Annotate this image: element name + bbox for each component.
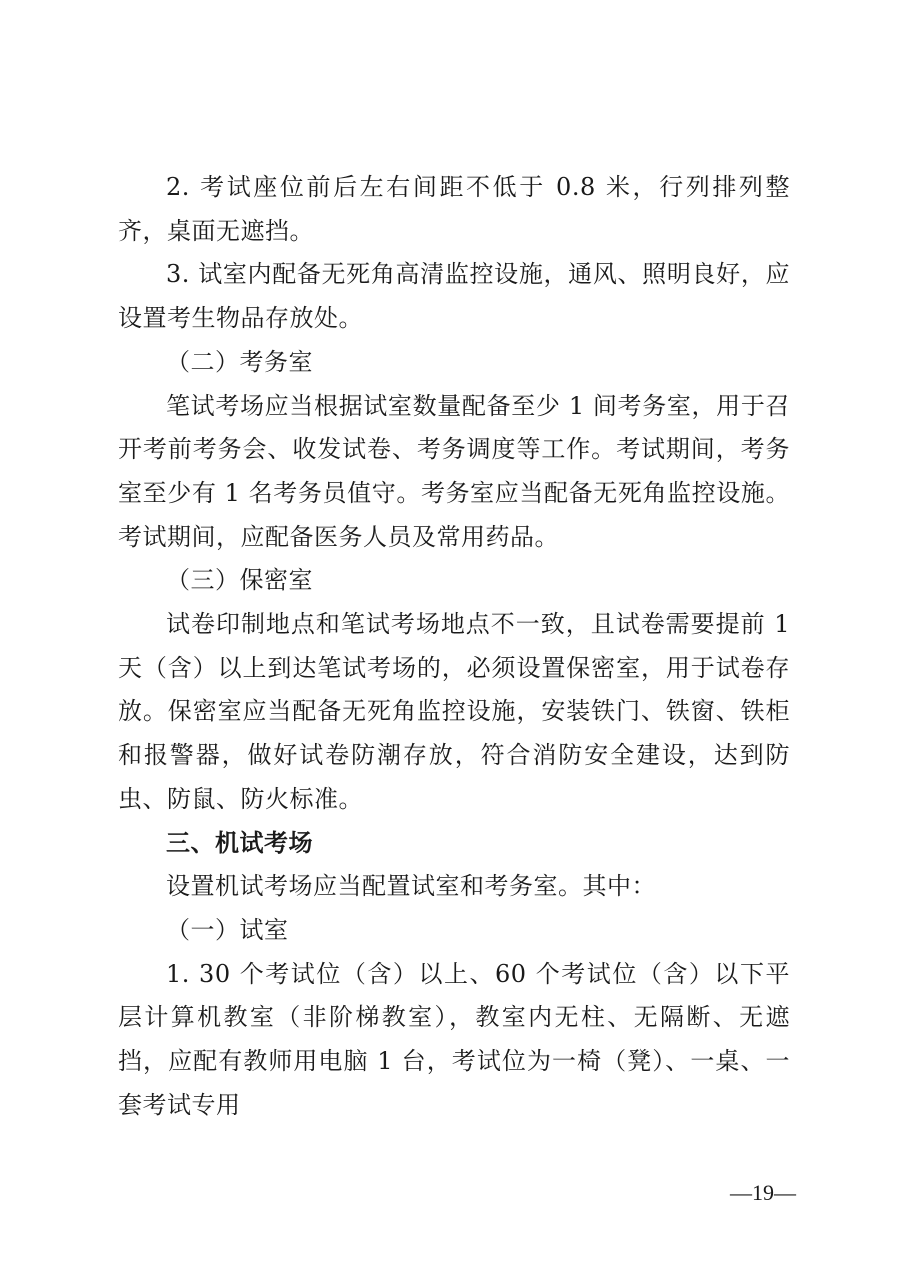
paragraph-computer-exam-intro: 设置机试考场应当配置试室和考务室。其中：	[166, 872, 656, 901]
paragraph-monitoring: 3. 试室内配备无死角高清监控设施，通风、照明良好，应设置考生物品存放处。	[118, 260, 790, 333]
document-body	[118, 166, 790, 1127]
subheading-exam-room: （一）试室	[166, 915, 289, 944]
page-number: —19—	[730, 1180, 796, 1205]
paragraph-exam-affairs-room: 笔试考场应当根据试室数量配备至少 1 间考务室，用于召开考前考务会、收发试卷、考务调度等工作。考试期间，考务室至少有 1 名考务员值守。考务室应当配备无死角监控设施。考试期间，应配备医务人员及常用药品。	[118, 391, 790, 551]
paragraph-seat-spacing: 2. 考试座位前后左右间距不低于 0.8 米，行列排列整齐，桌面无遮挡。	[118, 173, 790, 245]
subheading-exam-affairs-room: （二）考务室	[166, 347, 313, 376]
subheading-confidential-room: （三）保密室	[166, 566, 313, 595]
section-heading-computer-exam: 三、机试考场	[166, 828, 313, 857]
paragraph-confidential-room: 试卷印制地点和笔试考场地点不一致，且试卷需要提前 1 天（含）以上到达笔试考场的，必须设置保密室，用于试卷存放。保密室应当配备无死角监控设施，安装铁门、铁窗、铁柜和报警器，做好试卷防潮存放，符合消防安全建设，达到防虫、防鼠、防火标准。	[118, 610, 790, 813]
paragraph-computer-room-spec: 1. 30 个考试位（含）以上、60 个考试位（含）以下平层计算机教室（非阶梯教室），教室内无柱、无隔断、无遮挡，应配有教师用电脑 1 台，考试位为一椅（凳）、一桌、一套考试专用	[118, 959, 790, 1119]
